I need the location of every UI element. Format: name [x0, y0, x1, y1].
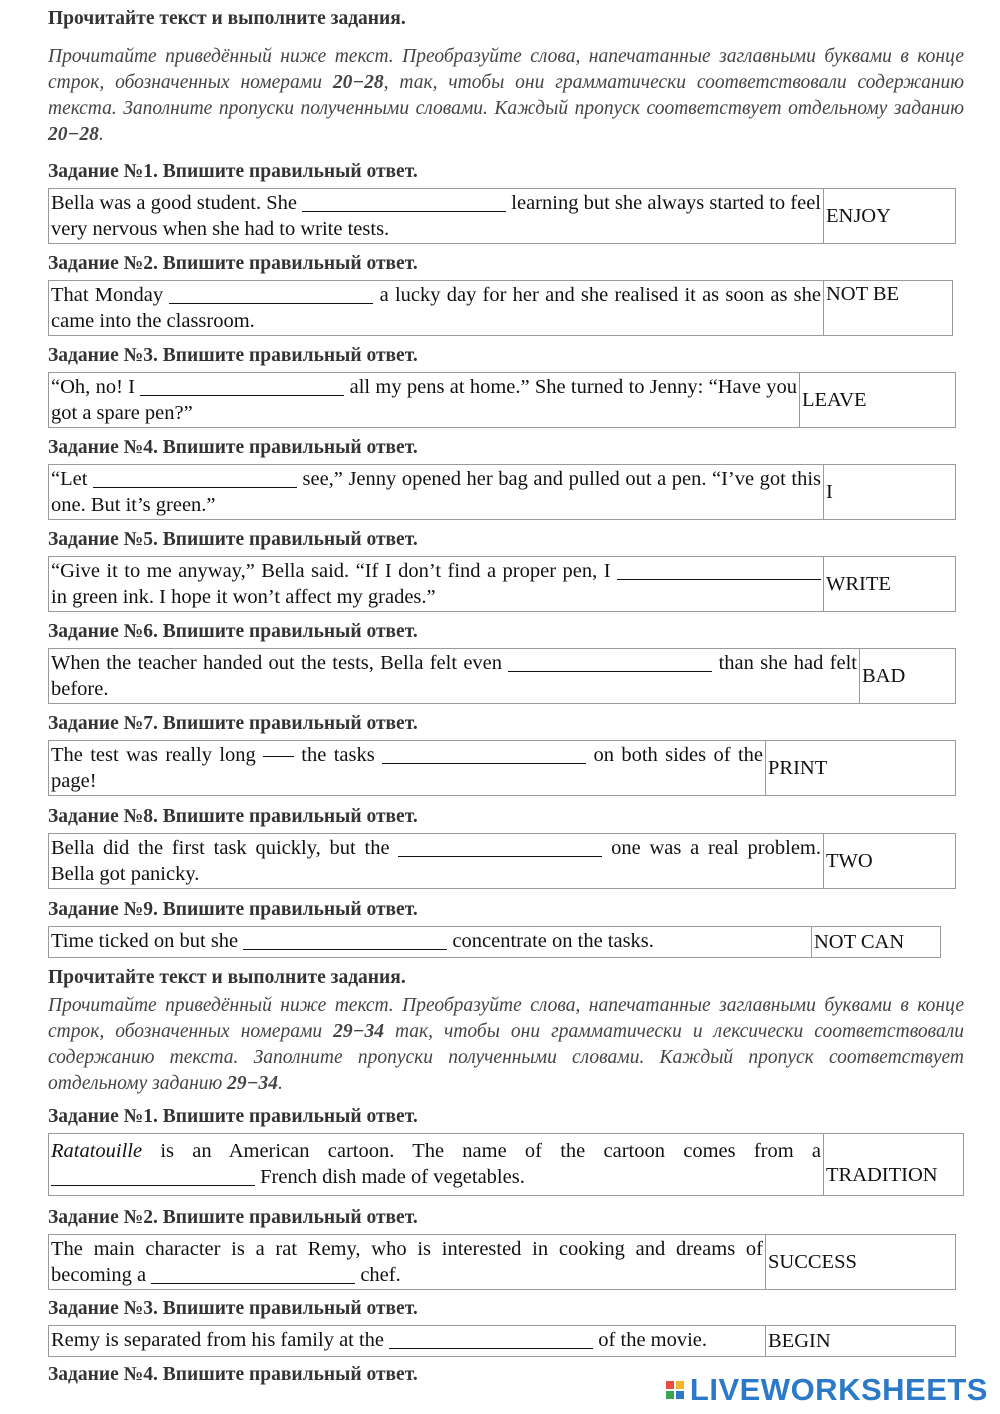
liveworksheets-logo[interactable]	[666, 1372, 988, 1408]
cue-word: BAD	[859, 649, 955, 703]
sentence-text: The test was really long –— the tasks	[51, 744, 383, 766]
task-sentence	[49, 557, 823, 611]
sentence-text: Remy is separated from his family at the	[51, 1329, 390, 1351]
task-sentence	[49, 465, 823, 519]
logo-text: LIVEWORKSHEETS	[689, 1372, 988, 1407]
instructions-text: .	[98, 124, 104, 145]
sentence-text: “Give it to me anyway,” Bella said. “If I don’t find a proper pen, I	[51, 560, 617, 582]
cue-word: LEAVE	[799, 373, 955, 427]
sentence-text: “Let	[51, 468, 93, 490]
sentence-text: learning but she always started to feel very nervous when she had to write tests.	[51, 192, 821, 240]
task-title: Задание №4. Впишите правильный ответ.	[48, 1364, 418, 1385]
task-box	[48, 372, 956, 428]
answer-blank[interactable]	[140, 377, 344, 396]
task-box	[48, 648, 956, 704]
answer-blank[interactable]	[169, 285, 373, 304]
answer-blank[interactable]	[617, 561, 821, 580]
instructions-range: 20−28	[48, 124, 99, 145]
task-box	[48, 1234, 956, 1290]
sentence-text: on both sides of the page!	[51, 744, 763, 792]
task-sentence	[49, 1326, 765, 1356]
answer-blank[interactable]	[151, 1265, 355, 1284]
sentence-text: chef.	[355, 1264, 401, 1286]
task-title: Задание №5. Впишите правильный ответ.	[48, 529, 418, 550]
task-title: Задание №3. Впишите правильный ответ.	[48, 345, 418, 366]
sentence-text: That Monday	[51, 284, 170, 306]
cue-word: TWO	[823, 834, 955, 888]
sentence-text: is an American cartoon. The name of the cartoon comes from a	[142, 1140, 821, 1162]
task-title: Задание №1. Впишите правильный ответ.	[48, 1106, 418, 1127]
sentence-text: a lucky day for her and she realised it as soon as she came into the classroom.	[51, 284, 821, 332]
answer-blank[interactable]	[398, 838, 602, 857]
section-heading: Прочитайте текст и выполните задания.	[48, 8, 406, 29]
task-box	[48, 464, 956, 520]
answer-blank[interactable]	[302, 193, 506, 212]
task-sentence	[49, 189, 823, 243]
instructions-text: .	[277, 1073, 283, 1094]
sentence-text: “Oh, no! I	[51, 376, 141, 398]
sentence-text: The main character is a rat Remy, who is interested in cooking and dreams of becoming a	[51, 1238, 763, 1286]
sentence-text: When the teacher handed out the tests, Bella felt even	[51, 652, 509, 674]
task-sentence	[49, 373, 799, 427]
task-box	[48, 188, 956, 244]
logo-mark-icon	[666, 1381, 684, 1399]
task-sentence	[49, 741, 765, 795]
task-title: Задание №1. Впишите правильный ответ.	[48, 161, 418, 182]
section-instructions	[48, 993, 964, 1097]
task-sentence	[49, 1134, 823, 1195]
sentence-text: French dish made of vegetables.	[255, 1166, 525, 1188]
sentence-text: in green ink. I hope it won’t affect my grades.”	[51, 586, 436, 608]
task-sentence	[49, 649, 859, 703]
sentence-text: Bella was a good student. She	[51, 192, 303, 214]
instructions-range: 29−34	[227, 1073, 278, 1094]
task-title: Задание №4. Впишите правильный ответ.	[48, 437, 418, 458]
instructions-text: так, чтобы они грамматически и лексически соответствовали содержанию текста. Заполните пропуски полученными словами. Каждый пропуск соответствует отдельному заданию	[48, 1021, 965, 1094]
task-title: Задание №8. Впишите правильный ответ.	[48, 806, 418, 827]
cue-word: TRADITION	[823, 1134, 963, 1195]
cue-word: NOT BE	[823, 281, 952, 335]
section-heading: Прочитайте текст и выполните задания.	[48, 967, 406, 988]
cue-word: PRINT	[765, 741, 955, 795]
answer-blank[interactable]	[51, 1167, 255, 1186]
cue-word: SUCCESS	[765, 1235, 955, 1289]
sentence-text: one was a real problem. Bella got panicky.	[51, 837, 821, 885]
section-instructions	[48, 44, 964, 148]
sentence-text: concentrate on the tasks.	[447, 930, 654, 952]
task-sentence	[49, 834, 823, 888]
task-box	[48, 280, 953, 336]
task-title: Задание №2. Впишите правильный ответ.	[48, 1207, 418, 1228]
task-title: Задание №6. Впишите правильный ответ.	[48, 621, 418, 642]
task-box	[48, 556, 956, 612]
cue-word: ENJOY	[823, 189, 955, 243]
task-title: Задание №7. Впишите правильный ответ.	[48, 713, 418, 734]
instructions-text: Прочитайте приведённый ниже текст. Преобразуйте слова, напечатанные заглавными буквами в конце строк, обозначенных номерами	[48, 46, 964, 93]
answer-blank[interactable]	[93, 469, 297, 488]
task-sentence	[49, 927, 811, 957]
answer-blank[interactable]	[508, 653, 712, 672]
task-box	[48, 1325, 956, 1357]
cartoon-title: Ratatouille	[51, 1140, 143, 1162]
cue-word: I	[823, 465, 955, 519]
answer-blank[interactable]	[389, 1330, 593, 1349]
sentence-text: Time ticked on but she	[51, 930, 244, 952]
cue-word: BEGIN	[765, 1326, 955, 1356]
task-title: Задание №2. Впишите правильный ответ.	[48, 253, 418, 274]
sentence-text: see,” Jenny opened her bag and pulled out a pen. “I’ve got this one. But it’s green.”	[51, 468, 821, 516]
sentence-text: all my pens at home.” She turned to Jenny: “Have you got a spare pen?”	[51, 376, 798, 424]
task-title: Задание №9. Впишите правильный ответ.	[48, 899, 418, 920]
instructions-text: , так, чтобы они грамматически соответствовали содержанию текста. Заполните пропуски полученными словами. Каждый пропуск соответствует отдельному заданию	[48, 72, 965, 119]
instructions-range: 29−34	[333, 1021, 384, 1042]
task-sentence	[49, 281, 823, 335]
answer-blank[interactable]	[382, 745, 586, 764]
task-box	[48, 926, 941, 958]
answer-blank[interactable]	[243, 931, 447, 950]
sentence-text: than she had felt before.	[51, 652, 857, 700]
task-box	[48, 1133, 964, 1196]
instructions-text: Прочитайте приведённый ниже текст. Преобразуйте слова, напечатанные заглавными буквами в конце строк, обозначенных номерами	[48, 995, 964, 1042]
task-sentence	[49, 1235, 765, 1289]
cue-word: NOT CAN	[811, 927, 940, 957]
sentence-text: of the movie.	[593, 1329, 708, 1351]
task-box	[48, 833, 956, 889]
cue-word: WRITE	[823, 557, 955, 611]
task-title: Задание №3. Впишите правильный ответ.	[48, 1298, 418, 1319]
task-box	[48, 740, 956, 796]
sentence-text: Bella did the first task quickly, but the	[51, 837, 399, 859]
instructions-range: 20−28	[332, 72, 384, 93]
